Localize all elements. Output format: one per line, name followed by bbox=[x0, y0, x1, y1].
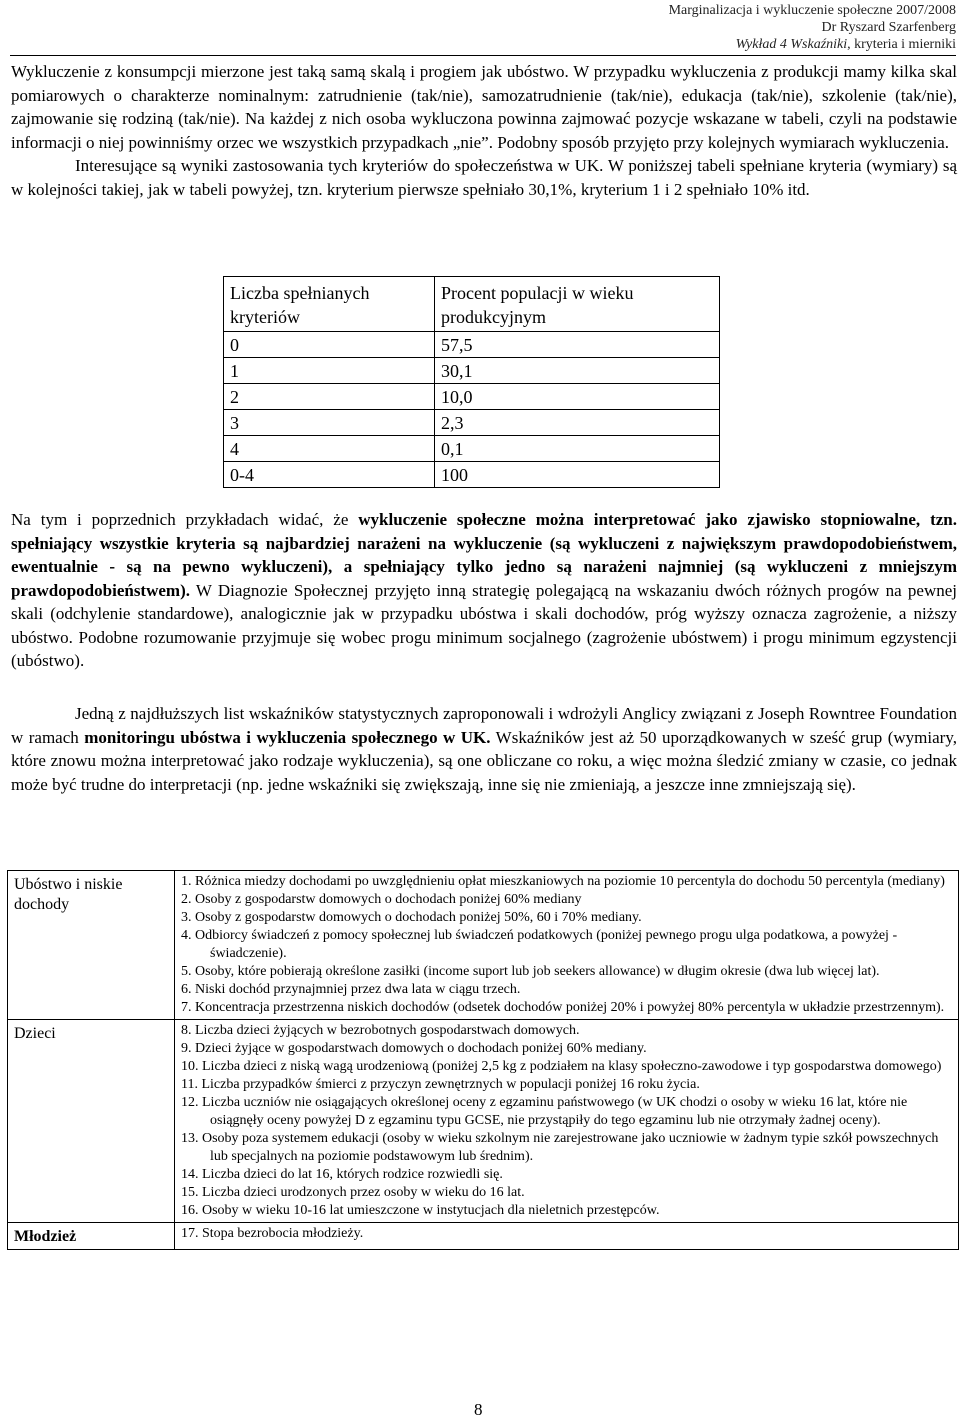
indicator-item: 9. Dzieci żyjące w gospodarstwach domowych o dochodach poniżej 60% mediany. bbox=[181, 1041, 647, 1056]
indicator-item: 10. Liczba dzieci z niską wagą urodzeniową (poniżej 2,5 kg z podziałem na klasy społeczno-zawodowe i typ gospodarstwa domowego) bbox=[181, 1059, 942, 1074]
paragraph-text: Jedną z najdłuższych list wskaźników statystycznych zaproponowali i wdrożyli Anglicy związani z Joseph Rowntree Foundation w ramach bbox=[11, 704, 957, 747]
group-category: Dzieci bbox=[8, 1020, 175, 1223]
cell-criteria: 0-4 bbox=[224, 462, 435, 488]
paragraph-rowntree bbox=[11, 702, 957, 796]
paragraph-text-uk: Interesujące są wyniki zastosowania tych kryteriów do społeczeństwa w UK. W poniższej tabeli spełniane kryteria (wymiary) są w kolejności takiej, jak w tabeli powyżej, tzn. kryterium pierwsze spełniało 30,1%, kryterium 1 i 2 spełniało 10% itd. bbox=[11, 156, 957, 199]
indicator-item: 7. Koncentracja przestrzenna niskich dochodów (odsetek dochodów poniżej 20% i powyżej 80% percentyla w układzie przestrzennym). bbox=[181, 1000, 945, 1015]
cell-percent: 30,1 bbox=[435, 358, 720, 384]
group-items bbox=[175, 1223, 959, 1250]
col-header-criteria: Liczba spełnianych kryteriów bbox=[224, 277, 435, 332]
cell-percent: 2,3 bbox=[435, 410, 720, 436]
paragraph-bold-text: wykluczenie społeczne można interpretować jako zjawisko stopniowalne, tzn. spełniający wszystkie kryteria są najbardziej narażeni na wykluczenie (są wykluczeni z największym prawdopodobieństwem, ewentualnie - są na pewno wykluczeni), a spełniający tylko jedno są narażeni najmniej (są wykluczeni z mniejszym prawdopodobieństwem). bbox=[11, 510, 957, 600]
criteria-table-header bbox=[224, 277, 720, 332]
indicator-item: 2. Osoby z gospodarstw domowych o dochodach poniżej 60% mediany bbox=[181, 892, 582, 907]
criteria-table bbox=[223, 276, 720, 488]
indicator-item: 13. Osoby poza systemem edukacji (osoby w wieku szkolnym nie zarejestrowane jako uczniowie w żadnym typie szkół powszechnych lub specjalnych na poziomie podstawowym lub średnim). bbox=[181, 1131, 939, 1164]
paragraph-exclusion-scales bbox=[11, 60, 957, 201]
page-number: 8 bbox=[474, 1400, 483, 1419]
group-category: Ubóstwo i niskie dochody bbox=[8, 871, 175, 1020]
header-lecture-title: Wykład 4 Wskaźniki, kryteria i mierniki bbox=[735, 37, 956, 52]
indicator-item: 6. Niski dochód przynajmniej przez dwa lata w ciągu trzech. bbox=[181, 982, 521, 997]
indicator-group bbox=[8, 1223, 959, 1250]
indicators-table bbox=[7, 870, 959, 1250]
indicator-item: 1. Różnica miedzy dochodami po uwzględnieniu opłat mieszkaniowych na poziomie 10 percentyla do dochodu 50 percentyla (mediany) bbox=[181, 874, 945, 889]
table-row bbox=[224, 358, 720, 384]
table-row bbox=[224, 410, 720, 436]
cell-criteria: 1 bbox=[224, 358, 435, 384]
paragraph-text: Wykluczenie z konsumpcji mierzone jest taką samą skalą i progiem jak ubóstwo. W przypadku wykluczenia z produkcji mamy kilka skal pomiarowych o charakterze nominalnym: zatrudnienie (tak/nie), samozatrudnienie (tak/nie), edukacja (tak/nie), szkolenie (tak/nie), zajmowanie się rodziną (tak/nie). Na każdej z nich osoba wykluczona powinna zajmować pozycje wskazane w tabeli, czyli na podstawie informacji o niej powinniśmy orzec we wszystkich przypadkach „nie”. Podobny sposób przyjęto przy kolejnych wymiarach wykluczenia. bbox=[11, 62, 957, 152]
cell-criteria: 2 bbox=[224, 384, 435, 410]
table-row bbox=[224, 332, 720, 358]
group-category: Młodzież bbox=[8, 1223, 175, 1250]
table-row bbox=[224, 462, 720, 488]
cell-percent: 10,0 bbox=[435, 384, 720, 410]
group-items bbox=[175, 871, 959, 1020]
page-header bbox=[669, 2, 956, 53]
indicator-item: 15. Liczba dzieci urodzonych przez osoby w wieku do 16 lat. bbox=[181, 1185, 525, 1200]
indicator-item: 12. Liczba uczniów nie osiągających określonej oceny z egzaminu państwowego (w UK chodzi o osoby w wieku 16 lat, które nie osiągnęły oceny powyżej D z egzaminu typu GCSE, nie przystąpiły do tego egzaminu lub nie otrzymały żadnej oceny). bbox=[181, 1095, 908, 1128]
header-divider bbox=[10, 55, 956, 56]
cell-percent: 57,5 bbox=[435, 332, 720, 358]
indicator-item: 14. Liczba dzieci do lat 16, których rodzice rozwiedli się. bbox=[181, 1167, 503, 1182]
cell-criteria: 0 bbox=[224, 332, 435, 358]
paragraph-text: W Diagnozie Społecznej przyjęto inną strategię polegającą na wskazaniu dwóch różnych progów na pewnej skali (odchylenie standardowe), analogicznie jak w przypadku ubóstwa i skali dochodów, próg wyższy oznacza zagrożenie, a niższy ubóstwo. Podobne rozumowanie przyjmuje się wobec progu minimum socjalnego (zagrożenie ubóstwem) i progu minimum egzystencji (ubóstwo). bbox=[11, 580, 957, 670]
group-items bbox=[175, 1020, 959, 1223]
indicator-item: 11. Liczba przypadków śmierci z przyczyn zewnętrznych w populacji poniżej 16 roku życia. bbox=[181, 1077, 700, 1092]
paragraph-bold-text: monitoringu ubóstwa i wykluczenia społecznego w UK. bbox=[84, 727, 491, 747]
paragraph-text: Wskaźników jest aż 50 uporządkowanych w sześć grup (wymiary, które znowu można interpretować jako rodzaje wykluczenia), są one obliczane co roku, a więc można śledzić zmiany w czasie, co jednak może być trudne do interpretacji (np. jedne wskaźniki się zwiększają, inne się nie zmieniają, a jeszcze inne zmniejszają się). bbox=[11, 727, 957, 794]
cell-criteria: 4 bbox=[224, 436, 435, 462]
paragraph-gradual-exclusion bbox=[11, 508, 957, 673]
indicator-item: 5. Osoby, które pobierają określone zasiłki (income suport lub job seekers allowance) w długim okresie (dwa lub więcej lat). bbox=[181, 964, 880, 979]
col-header-percent: Procent populacji w wieku produkcyjnym bbox=[435, 277, 720, 332]
cell-percent: 100 bbox=[435, 462, 720, 488]
header-author: Dr Ryszard Szarfenberg bbox=[821, 20, 956, 35]
header-course-title: Marginalizacja i wykluczenie społeczne 2007/2008 bbox=[668, 3, 956, 18]
table-row bbox=[224, 384, 720, 410]
cell-criteria: 3 bbox=[224, 410, 435, 436]
indicator-group bbox=[8, 1020, 959, 1223]
paragraph-text: Na tym i poprzednich przykładach widać, że bbox=[11, 510, 359, 529]
cell-percent: 0,1 bbox=[435, 436, 720, 462]
indicator-group bbox=[8, 871, 959, 1020]
indicator-item: 17. Stopa bezrobocia młodzieży. bbox=[181, 1226, 364, 1241]
indicator-item: 3. Osoby z gospodarstw domowych o dochodach poniżej 50%, 60 i 70% mediany. bbox=[181, 910, 642, 925]
table-row bbox=[224, 436, 720, 462]
indicator-item: 8. Liczba dzieci żyjących w bezrobotnych gospodarstwach domowych. bbox=[181, 1023, 580, 1038]
indicator-item: 16. Osoby w wieku 10-16 lat umieszczone w instytucjach dla nieletnich przestępców. bbox=[181, 1203, 660, 1218]
indicator-item: 4. Odbiorcy świadczeń z pomocy społecznej lub świadczeń podatkowych (poniżej pewnego progu ulga podatkowa, a powyżej - świadczenie). bbox=[181, 928, 898, 961]
